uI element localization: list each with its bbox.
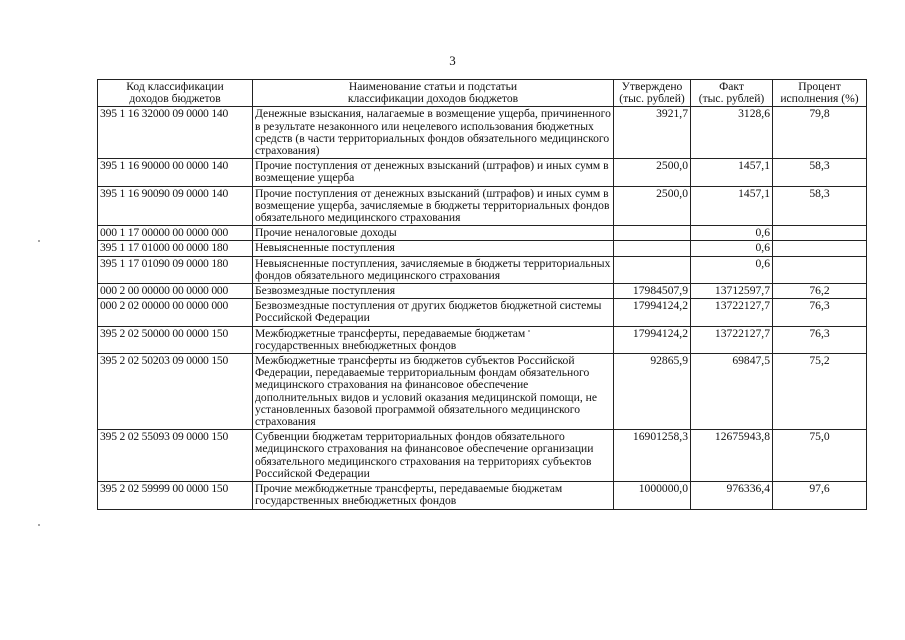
row-percent: 76,3 xyxy=(773,299,867,326)
row-approved: 2500,0 xyxy=(614,159,691,186)
row-fact: 0,6 xyxy=(691,226,773,241)
header-code-line1: Код классификации xyxy=(126,80,224,93)
row-fact: 13722127,7 xyxy=(691,299,773,326)
row-approved: 2500,0 xyxy=(614,186,691,226)
row-name: Прочие поступления от денежных взысканий (штрафов) и иных сумм в возмещение ущерба xyxy=(253,159,614,186)
row-percent xyxy=(773,226,867,241)
header-percent-line1: Процент xyxy=(798,80,841,93)
row-percent: 76,2 xyxy=(773,284,867,299)
header-name-line1: Наименование статьи и подстатьи xyxy=(348,80,518,93)
scan-speck xyxy=(38,524,40,526)
row-fact: 13722127,7 xyxy=(691,326,773,353)
row-fact: 12675943,8 xyxy=(691,430,773,482)
row-name: Невыясненные поступления xyxy=(253,241,614,256)
table-row xyxy=(98,256,867,283)
row-approved: 16901258,3 xyxy=(614,430,691,482)
table-row xyxy=(98,326,867,353)
row-fact: 1457,1 xyxy=(691,186,773,226)
table-row xyxy=(98,482,867,509)
row-approved: 17984507,9 xyxy=(614,284,691,299)
row-name: Безвозмездные поступления от других бюджетов бюджетной системы Российской Федерации xyxy=(253,299,614,326)
row-fact: 3128,6 xyxy=(691,107,773,159)
header-code xyxy=(98,80,253,107)
row-name: Прочие поступления от денежных взысканий (штрафов) и иных сумм в возмещение ущерба, зачисляемые в бюджеты территориальных фондов обязательного медицинского страхования xyxy=(253,186,614,226)
row-name: Невыясненные поступления, зачисляемые в бюджеты территориальных фондов обязательного медицинского страхования xyxy=(253,256,614,283)
table-row xyxy=(98,226,867,241)
table-row xyxy=(98,186,867,226)
row-approved xyxy=(614,226,691,241)
row-name: Прочие межбюджетные трансферты, передаваемые бюджетам государственных внебюджетных фондов xyxy=(253,482,614,509)
row-percent: 58,3 xyxy=(773,159,867,186)
row-name: Прочие неналоговые доходы xyxy=(253,226,614,241)
row-approved: 1000000,0 xyxy=(614,482,691,509)
row-percent: 76,3 xyxy=(773,326,867,353)
row-approved: 92865,9 xyxy=(614,354,691,430)
row-approved xyxy=(614,256,691,283)
header-percent-line2: исполнения (%) xyxy=(780,92,859,106)
header-percent xyxy=(773,80,867,107)
row-approved: 17994124,2 xyxy=(614,326,691,353)
row-percent: 97,6 xyxy=(773,482,867,509)
row-name: Безвозмездные поступления xyxy=(253,284,614,299)
row-fact: 69847,5 xyxy=(691,354,773,430)
header-fact-line1: Факт xyxy=(719,80,744,93)
header-approved-line1: Утверждено xyxy=(621,80,683,93)
table-row xyxy=(98,241,867,256)
header-name xyxy=(253,80,614,107)
row-code: 395 2 02 59999 00 0000 150 xyxy=(98,482,253,509)
row-code: 000 1 17 00000 00 0000 000 xyxy=(98,226,253,241)
row-fact: 0,6 xyxy=(691,256,773,283)
table-row xyxy=(98,284,867,299)
header-approved-line2: (тыс. рублей) xyxy=(619,92,685,106)
row-name: Денежные взыскания, налагаемые в возмещение ущерба, причиненного в результате незаконного или нецелевого использования бюджетных средств (в части территориальных фондов обязательного медицинского страхования) xyxy=(253,107,614,159)
row-code: 395 1 17 01000 00 0000 180 xyxy=(98,241,253,256)
row-fact: 1457,1 xyxy=(691,159,773,186)
scan-speck xyxy=(528,330,530,332)
row-percent: 79,8 xyxy=(773,107,867,159)
table-header-row xyxy=(98,80,867,107)
row-approved: 17994124,2 xyxy=(614,299,691,326)
row-percent xyxy=(773,241,867,256)
row-fact: 0,6 xyxy=(691,241,773,256)
row-approved: 3921,7 xyxy=(614,107,691,159)
row-approved xyxy=(614,241,691,256)
row-code: 395 2 02 50203 09 0000 150 xyxy=(98,354,253,430)
row-name: Субвенции бюджетам территориальных фондов обязательного медицинского страхования на финансовое обеспечение организации обязательного медицинского страхования на территориях субъектов Российской Федерации xyxy=(253,430,614,482)
row-fact: 13712597,7 xyxy=(691,284,773,299)
row-name: Межбюджетные трансферты, передаваемые бюджетам государственных внебюджетных фондов xyxy=(253,326,614,353)
row-code: 395 1 16 32000 09 0000 140 xyxy=(98,107,253,159)
header-approved xyxy=(614,80,691,107)
budget-revenue-table xyxy=(97,79,867,510)
table-row xyxy=(98,354,867,430)
header-code-line2: доходов бюджетов xyxy=(129,92,221,106)
row-code: 000 2 02 00000 00 0000 000 xyxy=(98,299,253,326)
row-percent xyxy=(773,256,867,283)
row-code: 395 2 02 55093 09 0000 150 xyxy=(98,430,253,482)
row-name: Межбюджетные трансферты из бюджетов субъектов Российской Федерации, передаваемые территориальным фондам обязательного медицинского страхования на финансовое обеспечение дополнительных видов и условий оказания медицинской помощи, не установленных базовой программой обязательного медицинского страхования xyxy=(253,354,614,430)
row-code: 000 2 00 00000 00 0000 000 xyxy=(98,284,253,299)
row-code: 395 1 16 90090 09 0000 140 xyxy=(98,186,253,226)
row-code: 395 2 02 50000 00 0000 150 xyxy=(98,326,253,353)
table-row xyxy=(98,299,867,326)
header-fact-line2: (тыс. рублей) xyxy=(698,92,765,106)
table-row xyxy=(98,159,867,186)
row-percent: 75,0 xyxy=(773,430,867,482)
row-percent: 75,2 xyxy=(773,354,867,430)
page-number: 3 xyxy=(449,53,456,68)
header-fact xyxy=(691,80,773,107)
row-fact: 976336,4 xyxy=(691,482,773,509)
row-code: 395 1 16 90000 00 0000 140 xyxy=(98,159,253,186)
row-code: 395 1 17 01090 09 0000 180 xyxy=(98,256,253,283)
table-row xyxy=(98,430,867,482)
header-name-line2: классификации доходов бюджетов xyxy=(347,92,519,106)
row-percent: 58,3 xyxy=(773,186,867,226)
table-row xyxy=(98,107,867,159)
scan-speck xyxy=(38,240,40,242)
